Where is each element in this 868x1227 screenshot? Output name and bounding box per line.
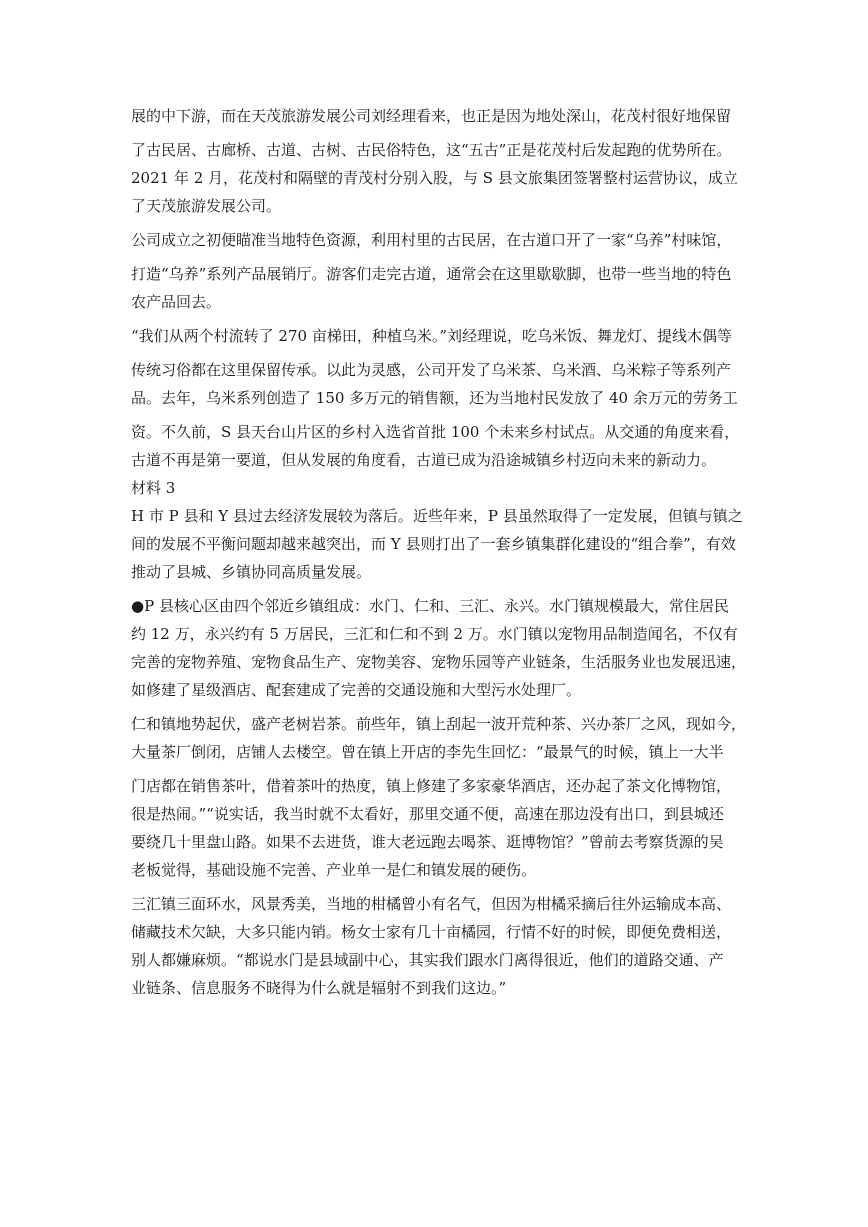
- text-line: 公司成立之初便瞄准当地特色资源，利用村里的古民居，在古道口开了一家“乌养”村味馆，: [131, 231, 732, 249]
- text-line: 间的发展不平衡问题却越来越突出，而 Y 县则打出了一套乡镇集群化建设的“组合拳”，有效: [131, 535, 736, 553]
- text-line: 2021 年 2 月，花茂村和隔壁的青茂村分别入股，与 S 县文旅集团签署整村运营协议，成立: [131, 169, 738, 187]
- text-line: 要绕几十里盘山路。如果不去进货，谁大老远跑去喝茶、逛博物馆？”曾前去考察货源的吴: [131, 833, 724, 851]
- text-line: 打造“乌养”系列产品展销厅。游客们走完古道，通常会在这里歇歇脚，也带一些当地的特色: [131, 265, 732, 283]
- text-line: 展的中下游，而在天茂旅游发展公司刘经理看来，也正是因为地处深山，花茂村很好地保留: [131, 107, 732, 125]
- text-line: 了天茂旅游发展公司。: [131, 197, 282, 215]
- text-line: 完善的宠物养殖、宠物食品生产、宠物美容、宠物乐园等产业链条，生活服务业也发展迅速，: [131, 653, 747, 671]
- text-line: 三汇镇三面环水，风景秀美，当地的柑橘曾小有名气，但因为柑橘采摘后往外运输成本高、: [131, 895, 732, 913]
- text-line: 推动了县城、乡镇协同高质量发展。: [131, 563, 372, 581]
- text-line: 如修建了星级酒店、配套建成了完善的交通设施和大型污水处理厂。: [131, 681, 582, 699]
- text-line: 古道不再是第一要道，但从发展的角度看，古道已成为沿途城镇乡村迈向未来的新动力。: [131, 451, 717, 469]
- text-line: 传统习俗都在这里保留传承。以此为灵感，公司开发了乌米茶、乌米酒、乌米粽子等系列产: [131, 361, 732, 379]
- text-line: 了古民居、古廊桥、古道、古树、古民俗特色，这“五古”正是花茂村后发起跑的优势所在。: [131, 141, 732, 159]
- text-line: 农产品回去。: [131, 293, 222, 311]
- text-line: 老板觉得，基础设施不完善、产业单一是仁和镇发展的硬伤。: [131, 861, 537, 879]
- document-body: [131, 106, 771, 998]
- text-line: 别人都嫌麻烦。“都说水门是县域副中心，其实我们跟水门离得很近，他们的道路交通、产: [131, 951, 724, 969]
- text-line: 约 12 万，永兴约有 5 万居民，三汇和仁和不到 2 万。水门镇以宠物用品制造闻名，不仅有: [131, 625, 738, 643]
- text-line: 大量茶厂倒闭，店铺人去楼空。曾在镇上开店的李先生回忆：“最景气的时候，镇上一大半: [131, 743, 724, 761]
- text-line: H 市 P 县和 Y 县过去经济发展较为落后。近些年来，P 县虽然取得了一定发展，但镇与镇之: [131, 507, 743, 525]
- text-line: 储藏技术欠缺，大多只能内销。杨女士家有几十亩橘园，行情不好的时候，即便免费相送，: [131, 923, 732, 941]
- text-line: ●P 县核心区由四个邻近乡镇组成：水门、仁和、三汇、永兴。水门镇规模最大，常住居民: [131, 597, 729, 615]
- text-line: 品。去年，乌米系列创造了 150 多万元的销售额，还为当地村民发放了 40 余万元的劳务工: [131, 389, 738, 407]
- section-heading: 材料 3: [131, 479, 176, 497]
- text-line: 业链条、信息服务不晓得为什么就是辐射不到我们这边。”: [131, 979, 507, 997]
- text-line: 资。不久前，S 县天台山片区的乡村入选省首批 100 个未来乡村试点。从交通的角度来看，: [131, 423, 740, 441]
- text-line: 很是热闹。”“说实话，我当时就不太看好，那里交通不便，高速在那边没有出口，到县城还: [131, 805, 724, 823]
- text-line: “我们从两个村流转了 270 亩梯田，种植乌米。”刘经理说，吃乌米饭、舞龙灯、提线木偶等: [131, 327, 733, 345]
- text-line: 仁和镇地势起伏，盛产老树岩茶。前些年，镇上刮起一波开荒种茶、兴办茶厂之风，现如今，: [131, 715, 747, 733]
- text-line: 门店都在销售茶叶，借着茶叶的热度，镇上修建了多家豪华酒店，还办起了茶文化博物馆，: [131, 777, 732, 795]
